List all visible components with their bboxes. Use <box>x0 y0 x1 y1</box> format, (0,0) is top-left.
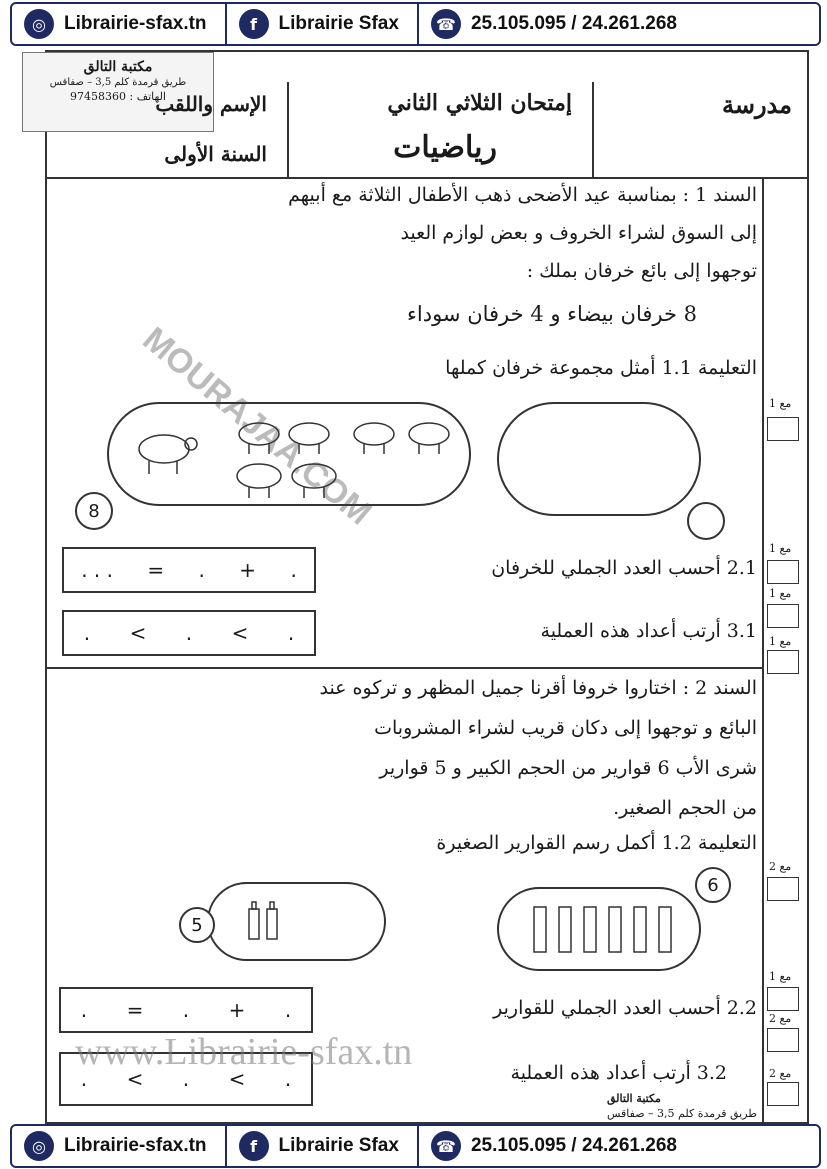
order-answer-box-1[interactable]: . < . < . <box>62 610 316 656</box>
section1-task1: التعليمة 1.1 أمثل مجموعة خرفان كملها <box>445 357 757 379</box>
globe-icon: ◎ <box>24 1131 54 1161</box>
score-note: مع 1 <box>769 587 792 600</box>
facebook-icon: f <box>239 1131 269 1161</box>
header-bar <box>10 2 821 46</box>
section1-intro: السند 1 : بمناسبة عيد الأضحى ذهب الأطفال الثلاثة مع أبيهم <box>288 184 757 206</box>
margin-line <box>762 177 764 1122</box>
score-note: مع 1 <box>769 397 792 410</box>
score-note: مع 1 <box>769 635 792 648</box>
footer-stamp-title: مكتبة التالق <box>607 1092 661 1105</box>
section1-task2: 2.1 أحسب العدد الجملي للخرفان <box>491 557 757 579</box>
count-circle: 8 <box>75 492 113 530</box>
score-box[interactable] <box>767 560 799 584</box>
section1-line3: توجهوا إلى بائع خرفان بملك : <box>526 260 757 282</box>
answer-set-oval <box>497 402 701 516</box>
facebook-icon: f <box>239 9 269 39</box>
name-label: الإسم واللقب <box>155 92 267 116</box>
score-box[interactable] <box>767 650 799 674</box>
score-note: مع 1 <box>769 970 792 983</box>
section1-line2: إلى السوق لشراء الخروف و بعض لوازم العيد <box>400 222 757 244</box>
school-label: مدرسة <box>721 90 792 119</box>
diagonal-watermark: MOURAJAA.COM <box>135 320 379 533</box>
small-count-circle: 5 <box>179 907 215 943</box>
order-answer-box-2[interactable]: . < . < . <box>59 1052 313 1106</box>
empty-count-circle <box>687 502 725 540</box>
section1-task3: 3.1 أرتب أعداد هذه العملية <box>540 620 757 642</box>
phone-link[interactable]: ☎ 25.105.095 / 24.261.268 <box>419 4 677 44</box>
score-note: مع 1 <box>769 542 792 555</box>
exam-page <box>45 50 809 1124</box>
section2-task2: 2.2 أحسب العدد الجملي للقوارير <box>493 997 757 1019</box>
score-note: مع 2 <box>769 1012 792 1025</box>
facebook-link[interactable]: f Librairie Sfax <box>227 1126 399 1166</box>
footer-stamp-address: طريق قرمدة كلم 3,5 – صفاقس <box>607 1107 758 1120</box>
score-box[interactable] <box>767 987 799 1011</box>
phone-link[interactable]: ☎ 25.105.095 / 24.261.268 <box>419 1126 677 1166</box>
website-link[interactable]: ◎ Librairie-sfax.tn <box>12 4 207 44</box>
globe-icon: ◎ <box>24 9 54 39</box>
library-stamp: مكتبة التالق طريق قرمدة كلم 3,5 – صفاقس الهاتف : 97458360 <box>22 52 214 132</box>
phone-icon: ☎ <box>431 1131 461 1161</box>
score-note: مع 2 <box>769 1067 792 1080</box>
header-divider <box>287 82 289 177</box>
section2-task1: التعليمة 1.2 أكمل رسم القوارير الصغيرة <box>436 832 757 854</box>
sum-answer-box-1[interactable]: . . . = . + . <box>62 547 316 593</box>
section-divider <box>47 667 762 669</box>
exam-title: إمتحان الثلاثي الثاني <box>387 90 572 116</box>
score-box[interactable] <box>767 1028 799 1052</box>
section2-task3: 3.2 أرتب أعداد هذه العملية <box>510 1062 727 1084</box>
phone-icon: ☎ <box>431 9 461 39</box>
footer-bar <box>10 1124 821 1168</box>
small-bottles-set <box>207 882 386 961</box>
large-count-circle: 6 <box>695 867 731 903</box>
section1-line4: 8 خرفان بيضاء و 4 خرفان سوداء <box>407 302 697 326</box>
score-box[interactable] <box>767 417 799 441</box>
level-label: السنة الأولى <box>164 142 267 166</box>
exam-header <box>47 52 807 179</box>
facebook-link[interactable]: f Librairie Sfax <box>227 4 399 44</box>
sum-answer-box-2[interactable]: . = . + . <box>59 987 313 1033</box>
section2-line2: البائع و توجهوا إلى دكان قريب لشراء المشروبات <box>374 717 757 739</box>
subject-title: رياضيات <box>393 130 497 165</box>
score-box[interactable] <box>767 604 799 628</box>
website-link[interactable]: ◎ Librairie-sfax.tn <box>12 1126 207 1166</box>
section2-intro: السند 2 : اختاروا خروفا أقرنا جميل المظهر و تركوه عند <box>319 677 757 699</box>
site-watermark: www.Librairie-sfax.tn <box>75 1031 413 1073</box>
bottles-drawing <box>209 884 384 959</box>
score-box[interactable] <box>767 877 799 901</box>
header-divider <box>592 82 594 177</box>
section2-line4: من الحجم الصغير. <box>613 797 757 819</box>
score-note: مع 2 <box>769 860 792 873</box>
large-bottles-set <box>497 887 701 971</box>
large-bottles-drawing <box>499 889 699 969</box>
section2-line3: شرى الأب 6 قوارير من الحجم الكبير و 5 قوارير <box>379 757 757 779</box>
score-box[interactable] <box>767 1082 799 1106</box>
